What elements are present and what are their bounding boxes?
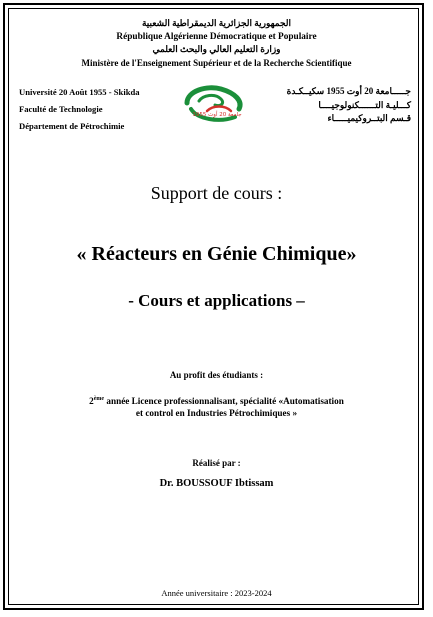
academic-year: Année universitaire : 2023-2024 — [161, 588, 272, 598]
audience-line-1 — [0, 396, 433, 406]
author-name: Dr. BOUSSOUF Ibtissam — [159, 478, 274, 489]
level-number: 2 — [89, 396, 94, 406]
audience-line-2: et control en Industries Pétrochimiques » — [135, 408, 298, 418]
document-kicker: Support de cours : — [150, 183, 283, 203]
arabic-faculty-name: كـــليـة التــــــكنولوجيــــا — [318, 100, 411, 110]
department-name: Département de Pétrochimie — [19, 121, 125, 131]
faculty-name: Faculté de Technologie — [19, 104, 103, 114]
level-superscript: ème — [93, 395, 105, 402]
university-logo — [181, 83, 251, 127]
ministry-name: Ministère de l'Enseignement Supérieur et de la Recherche Scientifique — [81, 58, 352, 68]
arabic-department-name: قـسم البتــروكيميـــــاء — [327, 113, 411, 123]
arabic-country-name: الجمهورية الجزائرية الديمقراطية الشعبية — [141, 18, 292, 28]
country-name: République Algérienne Démocratique et Populaire — [116, 32, 317, 42]
document-subtitle: - Cours et applications – — [128, 291, 305, 310]
arabic-university-name: جـــــامعة 20 أوت 1955 سكيــكـدة — [286, 86, 411, 96]
university-name: Université 20 Août 1955 - Skikda — [19, 87, 140, 97]
document-title: « Réacteurs en Génie Chimique» — [76, 243, 357, 265]
audience-label: Au profit des étudiants : — [169, 370, 264, 380]
author-label: Réalisé par : — [192, 458, 241, 468]
university-logo-icon — [181, 83, 251, 127]
audience-line-1-text: année Licence professionnalisant, spécialité «Automatisation — [104, 396, 344, 406]
logo-text: جامعة 20 أوت 1955 — [192, 112, 242, 118]
arabic-ministry-name: وزارة التعليم العالي والبحث العلمي — [152, 44, 281, 54]
